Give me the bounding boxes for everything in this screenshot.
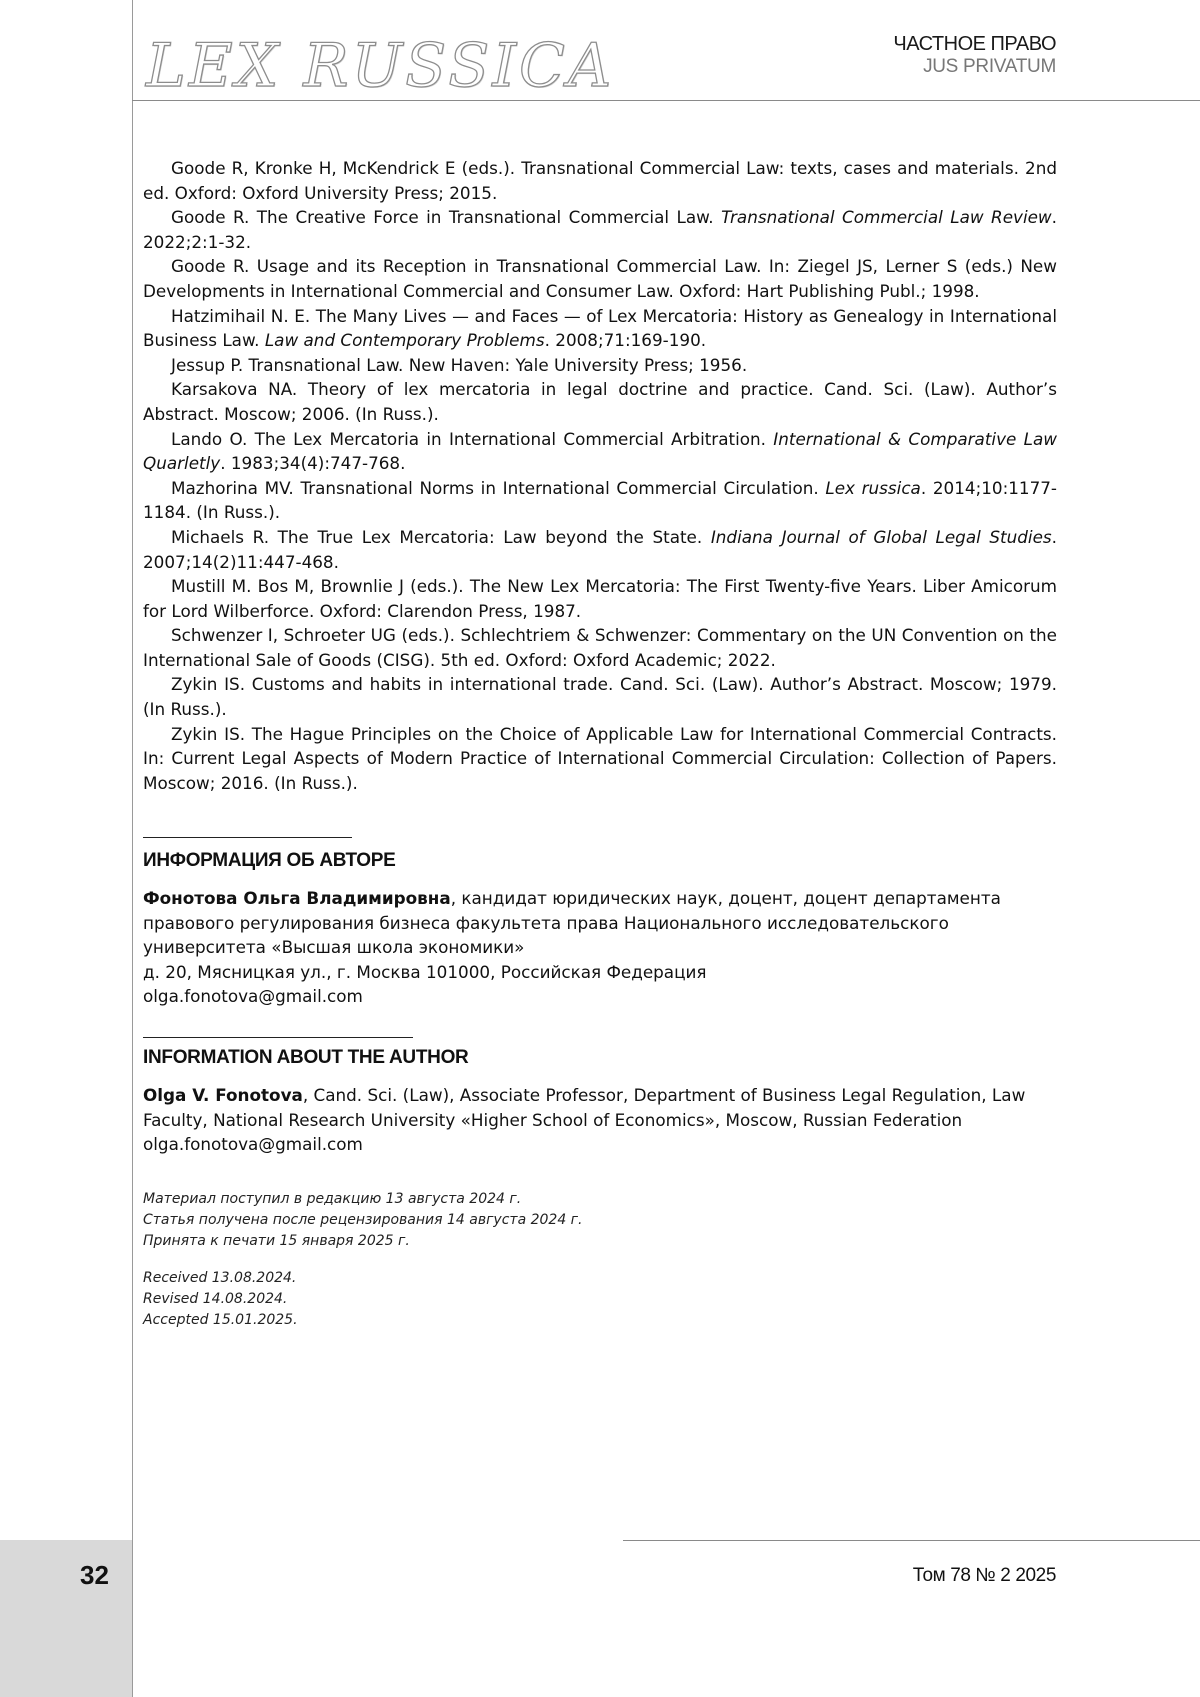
date-received-ru: Материал поступил в редакцию 13 августа 2024 г. — [143, 1189, 582, 1210]
journal-logo: LEX RUSSICA — [146, 36, 614, 96]
author-ru-address: д. 20, Мясницкая ул., г. Москва 101000, Российская Федерация — [143, 960, 1073, 985]
reference-item: Mustill M. Bos M, Brownlie J (eds.). The New Lex Mercatoria: The First Twenty-five Years. Liber Amicorum for Lord Wilberforce. Oxford: Clarendon Press, 1987. — [143, 574, 1057, 623]
reference-item: Schwenzer I, Schroeter UG (eds.). Schlechtriem & Schwenzer: Commentary on the UN Convention on the International Sale of Goods (CISG). 5th ed. Oxford: Oxford Academic; 2022. — [143, 623, 1057, 672]
author-en-email: olga.fonotova@gmail.com — [143, 1132, 1073, 1157]
section-title-ru: ЧАСТНОЕ ПРАВО — [893, 33, 1056, 56]
author-en-info — [143, 1083, 1073, 1157]
reference-item: Mazhorina MV. Transnational Norms in International Commercial Circulation. Lex russica. 2014;10:1177-1184. (In Russ.). — [143, 476, 1057, 525]
reference-item: Jessup P. Transnational Law. New Haven: Yale University Press; 1956. — [143, 353, 1057, 378]
dates-ru — [143, 1189, 582, 1252]
reference-item: Hatzimihail N. E. The Many Lives — and Faces — of Lex Mercatoria: History as Genealogy in International Business Law. Law and Contemporary Problems. 2008;71:169-190. — [143, 304, 1057, 353]
date-revised-en: Revised 14.08.2024. — [143, 1289, 298, 1310]
page-number-box — [0, 1540, 133, 1697]
reference-item: Goode R, Kronke H, McKendrick E (eds.). Transnational Commercial Law: texts, cases and materials. 2nd ed. Oxford: Oxford University Press; 2015. — [143, 156, 1057, 205]
date-accepted-en: Accepted 15.01.2025. — [143, 1310, 298, 1331]
author-ru-rule — [143, 837, 352, 838]
reference-item: Goode R. Usage and its Reception in Transnational Commercial Law. In: Ziegel JS, Lerner S (eds.) New Developments in International Commercial and Consumer Law. Oxford: Hart Publishing Publ.; 1998. — [143, 254, 1057, 303]
issue-info: Том 78 № 2 2025 — [913, 1565, 1056, 1587]
author-ru-name: Фонотова Ольга Владимировна — [143, 888, 451, 908]
date-received-en: Received 13.08.2024. — [143, 1268, 298, 1289]
dates-en — [143, 1268, 298, 1331]
reference-item: Lando O. The Lex Mercatoria in International Commercial Arbitration. International & Comparative Law Quarletly. 1983;34(4):747-768. — [143, 427, 1057, 476]
author-en-heading: INFORMATION ABOUT THE AUTHOR — [143, 1047, 468, 1069]
reference-item: Karsakova NA. Theory of lex mercatoria in legal doctrine and practice. Cand. Sci. (Law). Author’s Abstract. Moscow; 2006. (In Russ.). — [143, 377, 1057, 426]
author-ru-info — [143, 886, 1073, 1009]
page-number: 32 — [80, 1560, 109, 1591]
footer-rule — [623, 1540, 1200, 1541]
author-en-name: Olga V. Fonotova — [143, 1085, 303, 1105]
author-ru-heading: ИНФОРМАЦИЯ ОБ АВТОРЕ — [143, 850, 396, 872]
reference-item: Michaels R. The True Lex Mercatoria: Law beyond the State. Indiana Journal of Global Legal Studies. 2007;14(2)11:447-468. — [143, 525, 1057, 574]
date-accepted-ru: Принята к печати 15 января 2025 г. — [143, 1231, 582, 1252]
author-en-rule — [143, 1037, 413, 1038]
reference-item: Goode R. The Creative Force in Transnational Commercial Law. Transnational Commercial Law Review. 2022;2:1-32. — [143, 205, 1057, 254]
author-ru-affiliation: Фонотова Ольга Владимировна, кандидат юридических наук, доцент, доцент департамента правового регулирования бизнеса факультета права Национального исследовательского университета «Высшая школа экономики» — [143, 886, 1073, 960]
author-en-affiliation: Olga V. Fonotova, Cand. Sci. (Law), Associate Professor, Department of Business Legal Regulation, Law Faculty, National Research University «Higher School of Economics», Moscow, Russian Federation — [143, 1083, 1073, 1132]
left-margin-strip — [0, 0, 133, 1697]
reference-item: Zykin IS. The Hague Principles on the Choice of Applicable Law for International Commercial Contracts. In: Current Legal Aspects of Modern Practice of International Commercial Circulation: Collection of Papers. Moscow; 2016. (In Russ.). — [143, 722, 1057, 796]
reference-item: Zykin IS. Customs and habits in international trade. Cand. Sci. (Law). Author’s Abstract. Moscow; 1979. (In Russ.). — [143, 672, 1057, 721]
author-ru-email: olga.fonotova@gmail.com — [143, 984, 1073, 1009]
section-title-latin: JUS PRIVATUM — [923, 56, 1056, 78]
date-revised-ru: Статья получена после рецензирования 14 августа 2024 г. — [143, 1210, 582, 1231]
reference-list — [143, 156, 1057, 795]
